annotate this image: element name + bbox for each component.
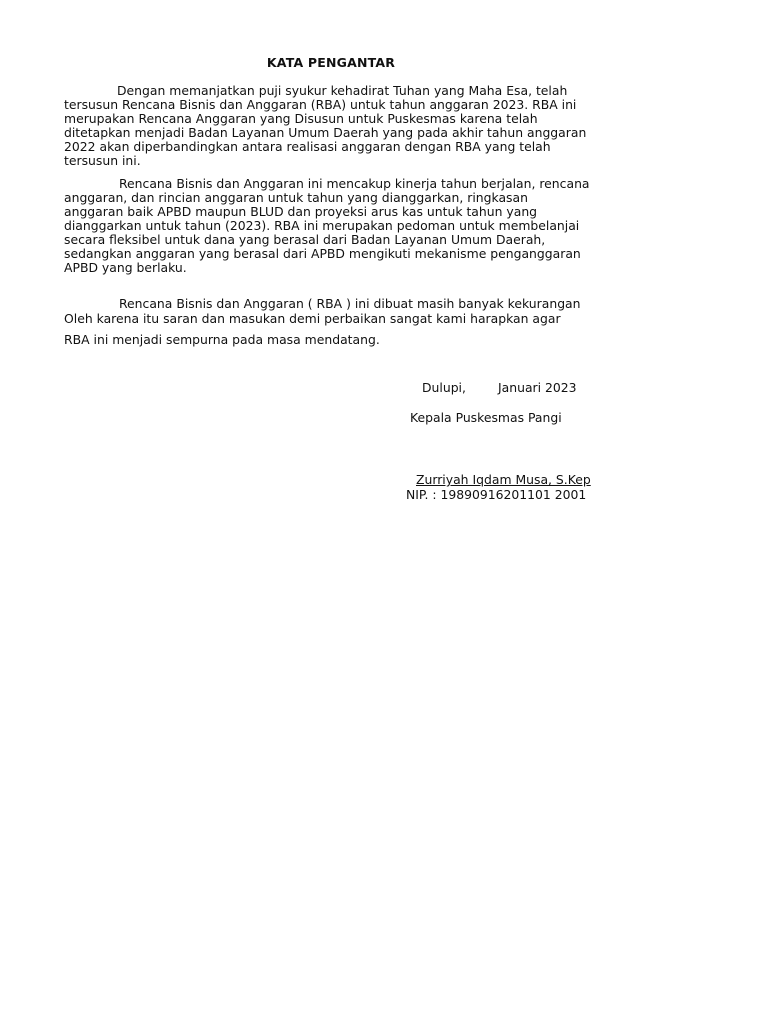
- paragraph-2-line-4: dianggarkan untuk tahun (2023). RBA ini merupakan pedoman untuk membelanjai: [64, 218, 580, 233]
- paragraph-3-line-1: Rencana Bisnis dan Anggaran ( RBA ) ini dibuat masih banyak kekurangan: [119, 296, 581, 311]
- signature-name: Zurriyah Iqdam Musa, S.Kep: [416, 472, 591, 487]
- paragraph-2-line-3: anggaran baik APBD maupun BLUD dan proyeksi arus kas untuk tahun yang: [64, 204, 538, 219]
- paragraph-3-line-2: Oleh karena itu saran dan masukan demi perbaikan sangat kami harapkan agar: [64, 311, 561, 326]
- paragraph-1-line-3: merupakan Rencana Anggaran yang Disusun untuk Puskesmas karena telah: [64, 111, 538, 126]
- signature-date: Januari 2023: [498, 380, 577, 395]
- paragraph-2-line-5: secara fleksibel untuk dana yang berasal dari Badan Layanan Umum Daerah,: [64, 232, 546, 247]
- paragraph-2-line-6: sedangkan anggaran yang berasal dari APBD mengikuti mekanisme penganggaran: [64, 246, 581, 261]
- signature-nip: NIP. : 19890916201101 2001: [406, 487, 587, 502]
- paragraph-1-line-4: ditetapkan menjadi Badan Layanan Umum Daerah yang pada akhir tahun anggaran: [64, 125, 587, 140]
- paragraph-1-line-1: Dengan memanjatkan puji syukur kehadirat Tuhan yang Maha Esa, telah: [117, 83, 568, 98]
- paragraph-1-line-6: tersusun ini.: [64, 153, 141, 168]
- paragraph-1-line-5: 2022 akan diperbandingkan antara realisasi anggaran dengan RBA yang telah: [64, 139, 551, 154]
- signature-position: Kepala Puskesmas Pangi: [410, 410, 562, 425]
- paragraph-3-line-3: RBA ini menjadi sempurna pada masa mendatang.: [64, 332, 380, 347]
- paragraph-2-line-2: anggaran, dan rincian anggaran untuk tahun yang dianggarkan, ringkasan: [64, 190, 528, 205]
- signature-place: Dulupi,: [422, 380, 466, 395]
- paragraph-2-line-7: APBD yang berlaku.: [64, 260, 187, 275]
- paragraph-2-line-1: Rencana Bisnis dan Anggaran ini mencakup kinerja tahun berjalan, rencana: [119, 176, 590, 191]
- document-title: KATA PENGANTAR: [266, 55, 396, 70]
- paragraph-1-line-2: tersusun Rencana Bisnis dan Anggaran (RBA) untuk tahun anggaran 2023. RBA ini: [64, 97, 577, 112]
